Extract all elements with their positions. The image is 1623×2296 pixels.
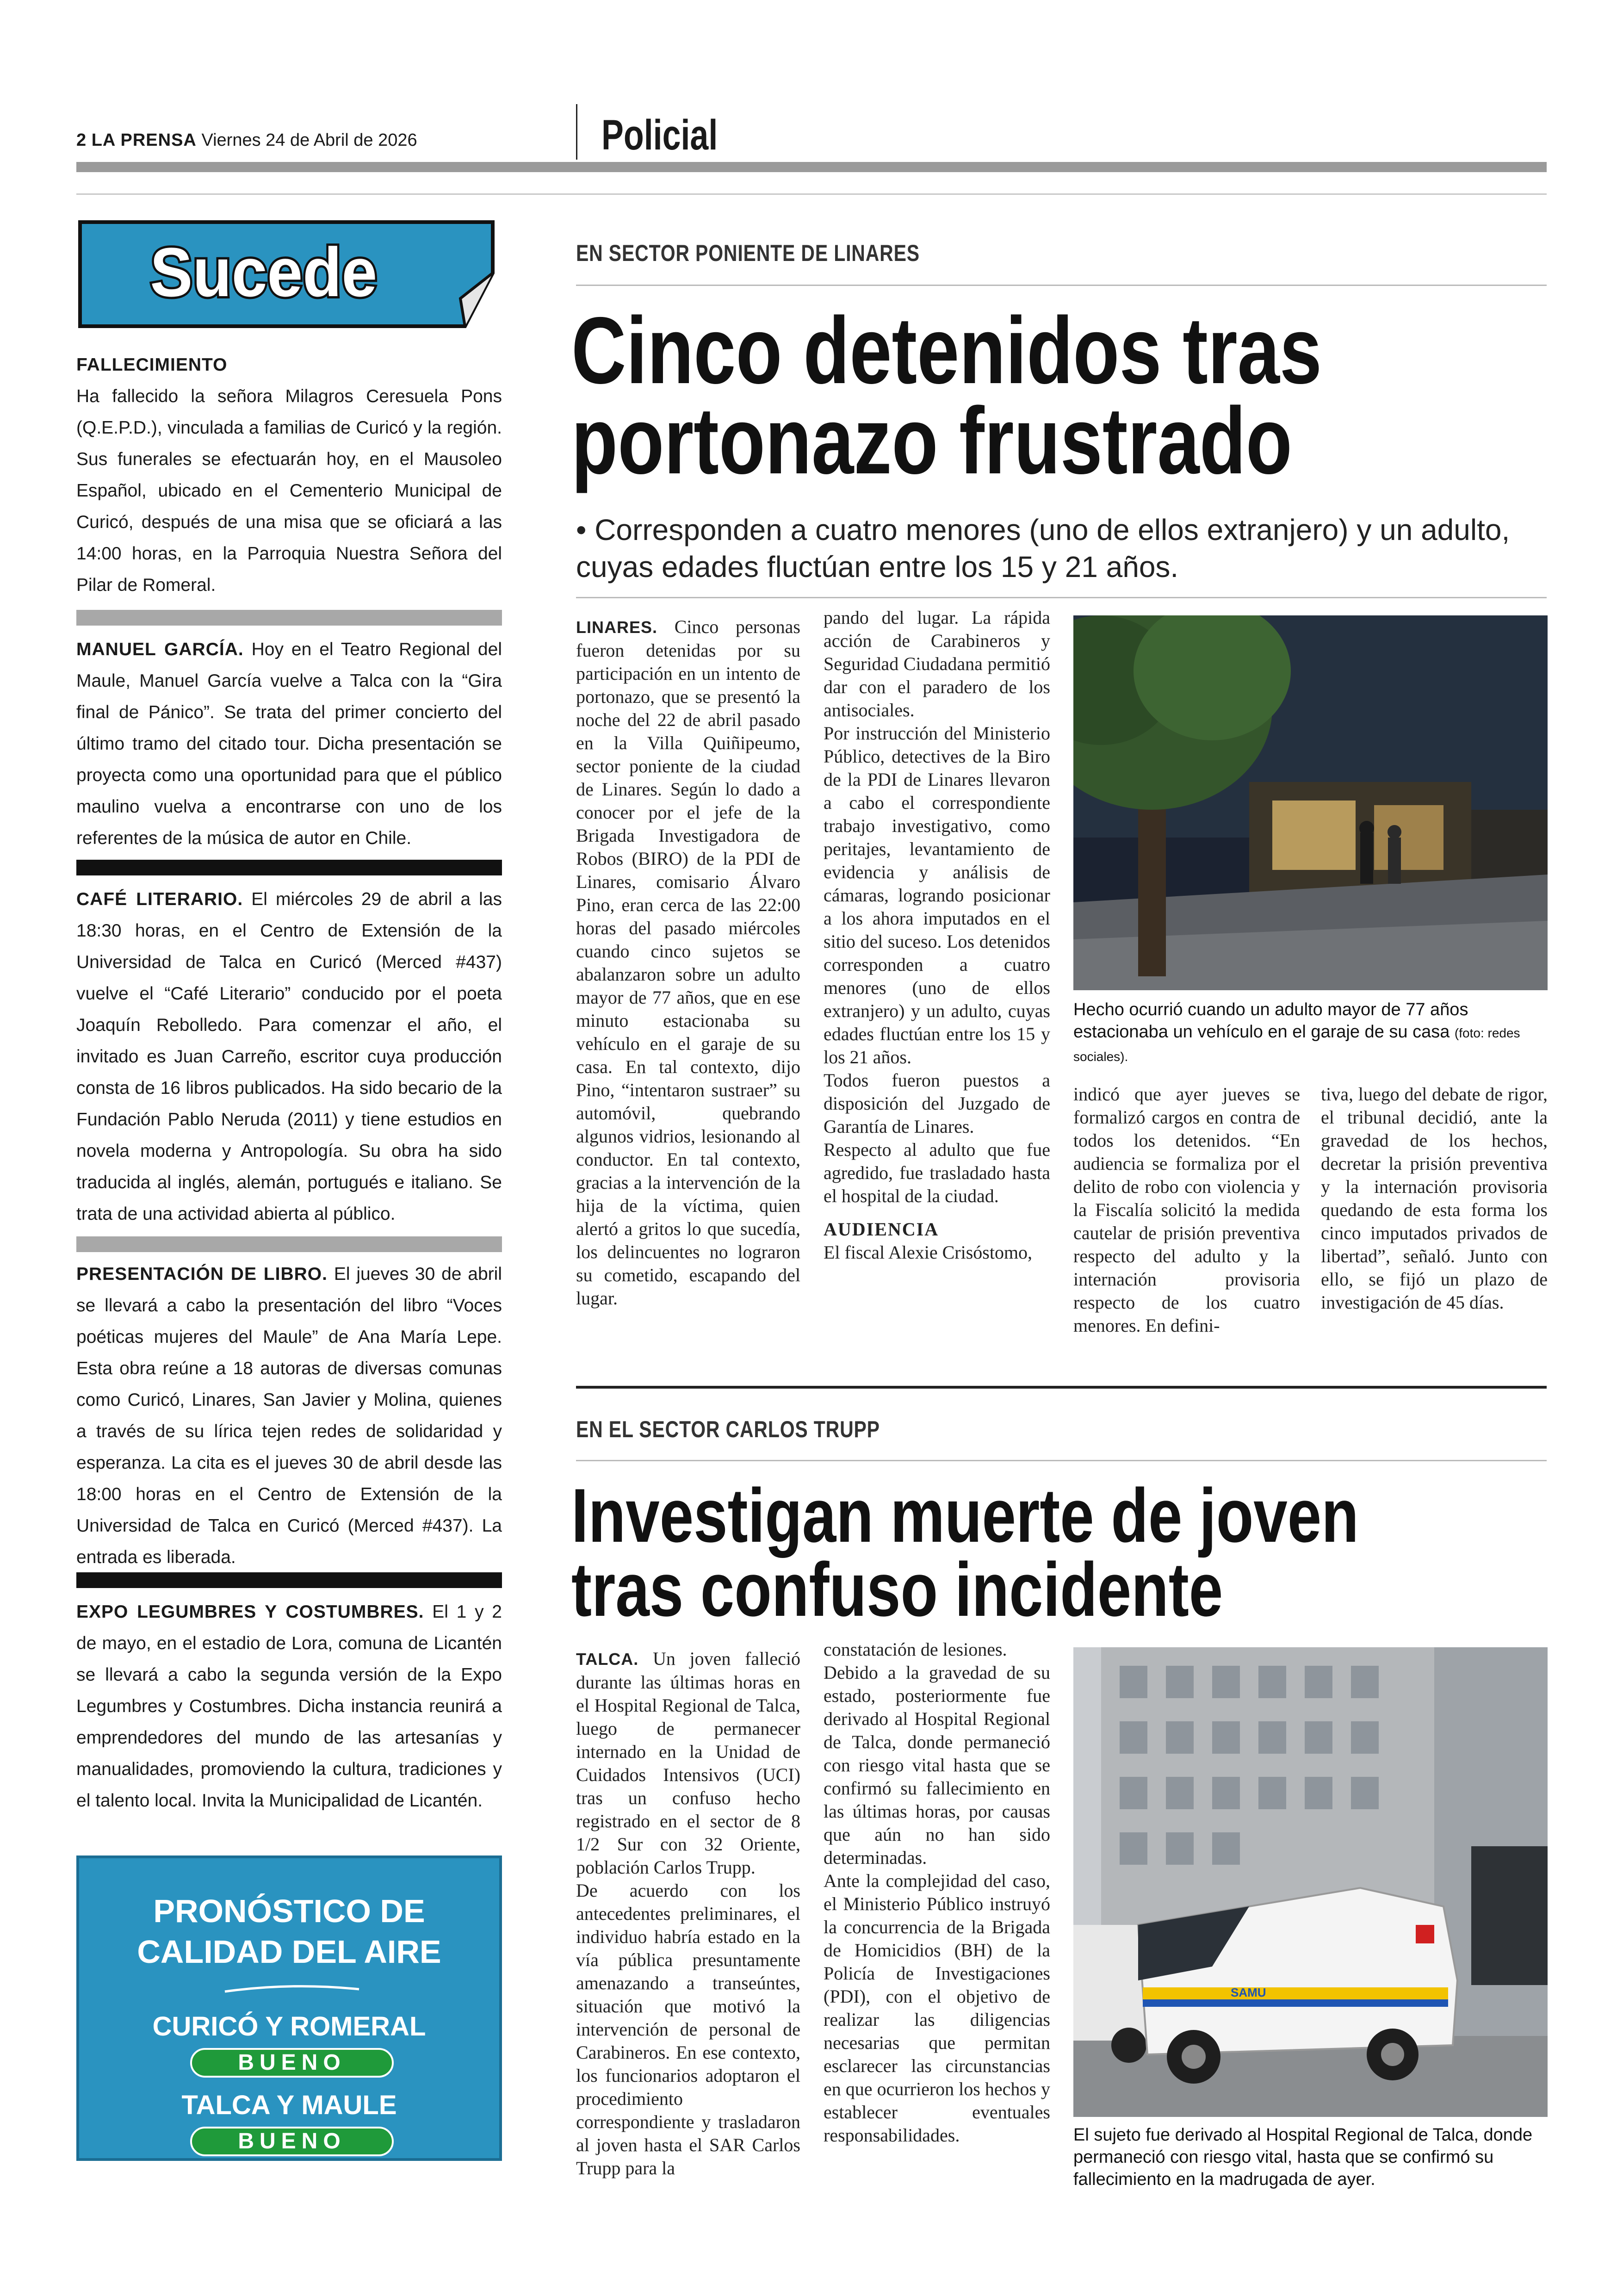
article2-paragraph: Ante la complejidad del caso, el Ministerio Público instruyó la concurrencia de la Brigada de Homicidios (BH) de la Policía de Investigaciones (PDI), con el objetivo de realizar las diligencias necesarias que permitan esclarecer las circunstancias en que ocurrieron los hechos y establecer eventuales responsabilidades. [824, 1870, 1050, 2146]
air-quality-status-badge: BUENO [190, 2127, 394, 2156]
article1-rule [576, 597, 1547, 598]
article1-summary-line2: cuyas edades fluctúan entre los 15 y 21 años. [576, 550, 1179, 583]
sucede-item-presentacion-libro [76, 1259, 502, 1573]
night-street-photo [1073, 615, 1548, 990]
header-rule [76, 193, 1547, 195]
article1-summary [576, 511, 1548, 585]
header-separator [576, 104, 577, 160]
sucede-keyword: MANUEL GARCÍA. [76, 639, 244, 659]
publication-name: LA PRENSA [91, 130, 197, 150]
article1-headline-line1: Cinco detenidos tras [571, 298, 1322, 403]
swoosh-icon [223, 1982, 361, 1996]
page-header-info [76, 130, 417, 150]
article1-col1-text: Cinco personas fueron detenidas por su participación en un intento de portonazo, que se presentó la noche del 22 de abril pasado en la Villa Quiñipeumo, sector poniente de la ciudad de Linares. Según lo dado a conocer por el jefe de la Brigada Investigadora de Robos (BIRO) de la PDI de Linares, comisario Álvaro Pino, eran cerca de las 22:00 horas del pasado miércoles cuando cinco sujetos se abalanzaron sobre un adulto mayor de 77 años, que en ese minuto estacionaba su vehículo en el garaje de su casa. En tal contexto, dijo Pino, “intentaron sustraer” su automóvil, quebrando algunos vidrios, lesionando al conductor. En tal contexto, gracias a la intervención de la hija de la víctima, quien alertó a gritos lo que sucedía, los delincuentes no lograron su cometido, escapando del lugar. [576, 616, 800, 1309]
article1-subhead: AUDIENCIA [824, 1219, 939, 1240]
article1-paragraph: Por instrucción del Ministerio Público, detectives de la Biro de la PDI de Linares llevaron a cabo el correspondiente trabajo investigativo, como peritajes, levantamiento de evidencia y análisis de cámaras, logrando posicionar a los ahora imputados en el sitio del suceso. Los detenidos corresponden a cuatro menores (uno de ellos extranjero) y un adulto, cuyas edades fluctúan entre los 15 y los 21 años. [824, 723, 1050, 1067]
article2-paragraph: constatación de lesiones. [824, 1639, 1007, 1660]
sucede-divider [76, 860, 502, 875]
article1-paragraph: El fiscal Alexie Crisóstomo, [824, 1242, 1033, 1263]
air-quality-title-line2: CALIDAD DEL AIRE [137, 1934, 441, 1970]
air-quality-status-badge: BUENO [190, 2048, 394, 2078]
article1-paragraph: Respecto al adulto que fue agredido, fue trasladado hasta el hospital de la ciudad. [824, 1139, 1050, 1206]
article-separator [576, 1386, 1547, 1389]
sucede-keyword: CAFÉ LITERARIO. [76, 889, 243, 909]
sucede-item-expo-legumbres [76, 1596, 502, 1817]
air-quality-title [79, 1891, 499, 1972]
article1-paragraph: pando del lugar. La rápida acción de Carabineros y Seguridad Ciudadana permitió dar con el paradero de los antisociales. [824, 607, 1050, 720]
ambulance-label: SAMU [1231, 1986, 1266, 1999]
article2-rule [576, 1460, 1547, 1461]
issue-date: Viernes 24 de Abril de 2026 [201, 130, 417, 150]
hospital-ambulance-photo [1073, 1647, 1548, 2117]
article1-summary-line1: • Corresponden a cuatro menores (uno de ellos extranjero) y un adulto, [576, 513, 1510, 546]
article1-headline-line2: portonazo frustrado [571, 388, 1292, 494]
section-title: Policial [601, 112, 718, 159]
page-number: 2 [76, 130, 87, 150]
sucede-divider [76, 1236, 502, 1252]
article1-kicker: EN SECTOR PONIENTE DE LINARES [576, 240, 920, 266]
sucede-divider [76, 1572, 502, 1588]
sucede-text: El jueves 30 de abril se llevará a cabo la presentación del libro “Voces poéticas mujeres del Maule” de Ana María Lepe. Esta obra reúne a 18 autoras de diversas comunas como Curicó, Linares, San Javier y Molina, quienes a través de su lírica tejen redes de solidaridad y esperanza. La cita es el jueves 30 de abril desde las 18:00 horas en el Centro de Extensión de la Universidad de Talca en Curicó (Merced #437). La entrada es liberada. [76, 1264, 502, 1567]
sucede-text: Hoy en el Teatro Regional del Maule, Manuel García vuelve a Talca con la “Gira final de Pánico”. Se trata del primer concierto del último tramo del citado tour. Dicha presentación se proyecta como una oportunidad para que el público maulino vuelva a encontrarse con uno de los referentes de la música de autor en Chile. [76, 639, 502, 848]
article1-rule [576, 285, 1547, 286]
article1-paragraph: Todos fueron puestos a disposición del Juzgado de Garantía de Linares. [824, 1070, 1050, 1137]
article2-caption: El sujeto fue derivado al Hospital Regional de Talca, donde permaneció con riesgo vital, hasta que se confirmó su fallecimiento en la madrugada de ayer. [1073, 2125, 1533, 2189]
header-bar [76, 162, 1547, 172]
article1-col3-text: indicó que ayer jueves se formalizó cargos en contra de todos los detenidos. “En audiencia se formaliza por el delito de robo con violencia y la Fiscalía solicitó la medida cautelar de prisión preventiva respecto del adulto y la internación provisoria respecto de los cuatro menores. En defini- [1073, 1084, 1300, 1336]
air-quality-box [76, 1855, 502, 2161]
air-quality-title-line1: PRONÓSTICO DE [153, 1893, 425, 1929]
sucede-keyword: FALLECIMIENTO [76, 355, 228, 375]
sucede-divider [76, 610, 502, 626]
sucede-item-cafe-literario [76, 884, 502, 1230]
article1-column-4 [1321, 1083, 1548, 1314]
photo-credit: (foto: redes sociales). [1073, 1026, 1520, 1064]
article2-column-1 [576, 1647, 800, 2180]
air-quality-region: TALCA Y MAULE [181, 2090, 397, 2120]
sucede-logo [76, 217, 507, 331]
sucede-keyword: PRESENTACIÓN DE LIBRO. [76, 1264, 328, 1284]
sucede-item-fallecimiento [76, 349, 502, 601]
article1-col4-text: tiva, luego del debate de rigor, el tribunal decidió, ante la gravedad de los hechos, decretar la prisión preventiva y la internación provisoria quedando de esta forma los cinco imputados privados de libertad”, señaló. Junto con ello, se fijó un plazo de investigación de 45 días. [1321, 1084, 1548, 1313]
article1-caption [1073, 999, 1550, 1068]
article2-dateline: TALCA. [576, 1650, 639, 1669]
article2-headline [571, 1473, 1359, 1632]
article2-photo [1073, 1647, 1548, 2117]
article2-col1-text: Un joven falleció durante las últimas horas en el Hospital Regional de Talca, luego de permanecer internado en la Unidad de Cuidados Intensivos (UCI) tras un confuso hecho registrado en el sector de 8 1/2 Sur con 32 Oriente, población Carlos Trupp. [576, 1648, 800, 1878]
article1-column-1 [576, 615, 800, 1310]
article1-headline [571, 298, 1322, 494]
article2-column-2 [824, 1638, 1050, 2147]
article1-column-3 [1073, 1083, 1300, 1337]
sucede-logo-text: Sucede [150, 233, 378, 311]
article2-headline-line2: tras confuso incidente [571, 1547, 1223, 1632]
article1-column-2 [824, 606, 1050, 1264]
article1-dateline: LINARES. [576, 618, 658, 637]
sucede-text: El 1 y 2 de mayo, en el estadio de Lora, comuna de Licantén se llevará a cabo la segunda versión de la Expo Legumbres y Costumbres. Dicha instancia reunirá a emprendedores del mundo de las artesanías y manualidades, promoviendo la cultura, tradiciones y el talento local. Invita la Municipalidad de Licantén. [76, 1602, 502, 1811]
article2-kicker: EN EL SECTOR CARLOS TRUPP [576, 1416, 880, 1442]
sucede-item-manuel-garcia [76, 634, 502, 854]
article2-paragraph: Debido a la gravedad de su estado, posteriormente fue derivado al Hospital Regional de Talca, donde permaneció con riesgo vital hasta que se confirmó su fallecimiento en las últimas horas, por causas que aún no han sido determinadas. [824, 1662, 1050, 1868]
article1-caption-text: Hecho ocurrió cuando un adulto mayor de 77 años estacionaba un vehículo en el garaje de su casa [1073, 1000, 1468, 1042]
article2-paragraph: De acuerdo con los antecedentes preliminares, el individuo habría estado en la vía pública presuntamente amenazando a transeúntes, situación que motivó la intervención de personal de Carabineros. En ese contexto, los funcionarios adoptaron el procedimiento correspondiente y trasladaron al joven hasta el SAR Carlos Trupp para la [576, 1880, 800, 2178]
sucede-text: Ha fallecido la señora Milagros Ceresuela Pons (Q.E.P.D.), vinculada a familias de Curicó y la región. Sus funerales se efectuarán hoy, en el Mausoleo Español, ubicado en el Cementerio Municipal de Curicó, después de una misa que se oficiará a las 14:00 horas, en la Parroquia Nuestra Señora del Pilar de Romeral. [76, 386, 502, 595]
article1-photo [1073, 615, 1548, 990]
air-quality-region: CURICÓ Y ROMERAL [152, 2011, 426, 2042]
article2-headline-line1: Investigan muerte de joven [571, 1473, 1359, 1558]
sucede-text: El miércoles 29 de abril a las 18:30 horas, en el Centro de Extensión de la Universidad de Talca en Curicó (Merced #437) vuelve el “Café Literario” conducido por el poeta Joaquín Rebolledo. Para comenzar el año, el invitado es Juan Carreño, escritor cuya producción consta de 16 libros publicados. Ha sido becario de la Fundación Pablo Neruda (2011) y tiene estudios en novela moderna y Antropología. Su obra ha sido traducida al inglés, alemán, portugués e italiano. Se trata de una actividad abierta al público. [76, 889, 502, 1224]
sucede-keyword: EXPO LEGUMBRES Y COSTUMBRES. [76, 1602, 424, 1622]
